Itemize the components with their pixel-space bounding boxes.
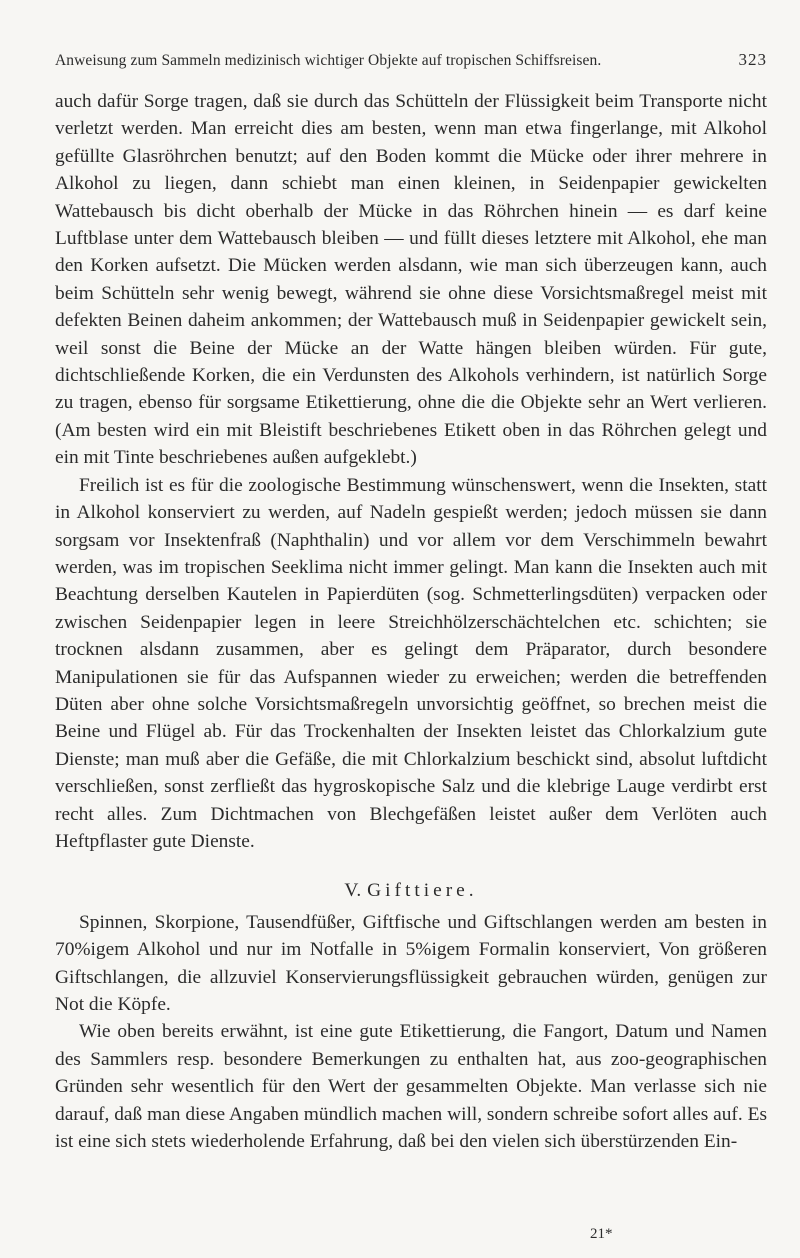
paragraph-3: Spinnen, Skorpione, Tausendfüßer, Giftfische und Giftschlangen werden am besten in 70%igem Alkohol und nur im Notfalle in 5%igem Formalin konserviert, Von größeren Giftschlangen, die allzuviel Konservierungsflüssigkeit gebrauchen würden, genügen zur Not die Köpfe. [55,911,767,1015]
paragraph-2: Freilich ist es für die zoologische Bestimmung wünschenswert, wenn die Insekten, statt in Alkohol konserviert zu werden, auf Nadeln gespießt werden; jedoch müssen sie dann sorgsam vor Insektenfraß (Naphthalin) und vor allem vor dem Verschimmeln bewahrt werden, was im tropischen Seeklima nicht immer gelingt. Man kann die Insekten auch mit Beachtung derselben Kautelen in Papierdüten (sog. Schmetterlingsdüten) verpacken oder zwischen Seidenpapier legen in leere Streichhölzerschächtelchen etc. schichten; sie trocknen alsdann zusammen, aber es gelingt dem Präparator, durch besondere Manipulationen sie für das Aufspannen wieder zu erweichen; werden die betreffenden Düten aber ohne solche Vorsichtsmaßregeln unvorsichtig geöffnet, so brechen meist die Beine und Flügel ab. Für das Trockenhalten der Insekten leistet das Chlorkalzium gute Dienste; man muß aber die Gefäße, die mit Chlorkalzium beschickt sind, absolut luftdicht verschließen, sonst zerfließt das hygroskopische Salz und die klebrige Lauge verdirbt erst recht alles. Zum Dichtmachen von Blechgefäßen leistet außer dem Verlöten auch Heftpflaster gute Dienste. [55,474,767,852]
section-heading [55,877,767,904]
page-number: 323 [738,50,767,69]
section-title-text: Gifttiere. [367,880,478,902]
running-header [55,50,767,70]
running-title: Anweisung zum Sammeln medizinisch wichtiger Objekte auf tropischen Schiffsreisen. [55,52,602,69]
signature-mark: 21* [590,1226,613,1242]
section-number: V. [344,880,362,902]
book-page [55,50,767,1155]
paragraph-1: auch dafür Sorge tragen, daß sie durch das Schütteln der Flüssigkeit beim Transporte nicht verletzt werden. Man erreicht dies am besten, wenn man etwa fingerlange, mit Alkohol gefüllte Glasröhrchen benutzt; auf den Boden kommt die Mücke oder ihrer mehrere in Alkohol zu liegen, dann schiebt man einen kleinen, in Seidenpapier gewickelten Wattebausch bis dicht oberhalb der Mücke in das Röhrchen hinein — es darf keine Luftblase unter dem Wattebausch bleiben — und füllt dieses letztere mit Alkohol, ehe man den Korken aufsetzt. Die Mücken werden alsdann, wie man sich überzeugen kann, auch beim Schütteln sehr wenig bewegt, während sie ohne diese Vorsichtsmaßregel meist mit defekten Beinen daheim ankommen; der Wattebausch muß in Seidenpapier gewickelt sein, weil sonst die Beine der Mücke an der Watte hängen bleiben würden. Für gute, dichtschließende Korken, die ein Verdunsten des Alkohols verhindern, ist natürlich Sorge zu tragen, ebenso für sorgsame Etikettierung, ohne die die Objekte sehr an Wert verlieren. (Am besten wird ein mit Bleistift beschriebenes Etikett oben in das Röhrchen gelegt und ein mit Tinte beschriebenes außen aufgeklebt.) [55,91,767,469]
paragraph-4: Wie oben bereits erwähnt, ist eine gute Etikettierung, die Fangort, Datum und Namen des Sammlers resp. besondere Bemerkungen zu enthalten hat, aus zoo-geographischen Gründen sehr wesentlich für den Wert der gesammelten Objekte. Man verlasse sich nie darauf, daß man diese Angaben mündlich machen will, sondern schreibe sofort alles auf. Es ist eine sich stets wiederholende Erfahrung, daß bei den vielen sich überstürzenden Ein- [55,1021,767,1153]
